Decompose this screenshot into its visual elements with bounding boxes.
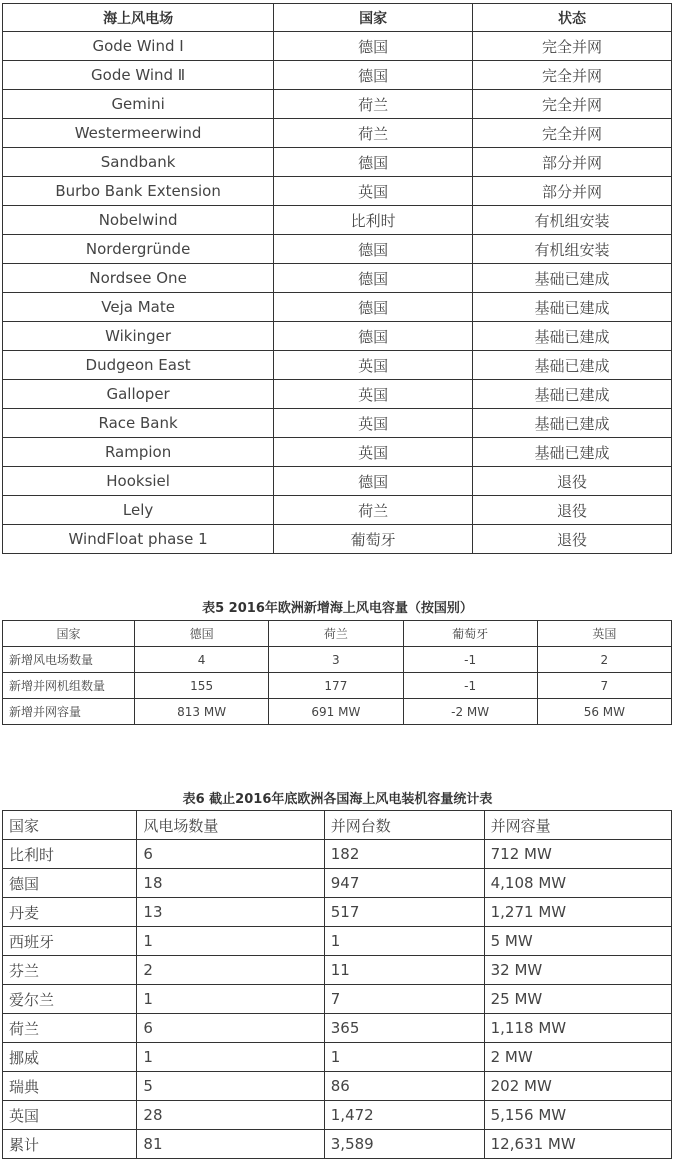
table-cell: 11 xyxy=(324,956,484,985)
table-cell: 13 xyxy=(137,898,324,927)
table-cell: 英国 xyxy=(274,438,473,467)
table-cell: 德国 xyxy=(274,61,473,90)
table-cell: 155 xyxy=(135,673,269,699)
table-cell: Nordergründe xyxy=(3,235,274,264)
table-cell: 1,118 MW xyxy=(484,1014,671,1043)
table-cell: 5 xyxy=(137,1072,324,1101)
table-row xyxy=(3,673,672,699)
table-cell: 退役 xyxy=(473,467,672,496)
table-row xyxy=(3,409,672,438)
table-cell: Rampion xyxy=(3,438,274,467)
table5-title: 表5 2016年欧洲新增海上风电容量（按国别） xyxy=(202,601,473,616)
table-cell: 813 MW xyxy=(135,699,269,725)
table-cell: 完全并网 xyxy=(473,90,672,119)
table-row xyxy=(3,840,672,869)
table-row xyxy=(3,32,672,61)
table-cell: Wikinger xyxy=(3,322,274,351)
table-cell: 基础已建成 xyxy=(473,380,672,409)
table-cell: 2 MW xyxy=(484,1043,671,1072)
table-cell: -1 xyxy=(403,673,537,699)
table-cell: 5 MW xyxy=(484,927,671,956)
table-cell: 部分并网 xyxy=(473,148,672,177)
table-cell: 英国 xyxy=(3,1101,137,1130)
table-cell: 1 xyxy=(137,1043,324,1072)
table-cell: 比利时 xyxy=(274,206,473,235)
table-row xyxy=(3,525,672,554)
wind-farm-status-table xyxy=(2,3,672,554)
table-cell: 18 xyxy=(137,869,324,898)
table-row xyxy=(3,898,672,927)
table-cell: Gode Wind Ⅱ xyxy=(3,61,274,90)
table-cell: 芬兰 xyxy=(3,956,137,985)
table-cell: 新增风电场数量 xyxy=(3,647,135,673)
table-cell: 6 xyxy=(137,1014,324,1043)
table-cell: 基础已建成 xyxy=(473,293,672,322)
column-header: 荷兰 xyxy=(269,621,403,647)
table-cell: 4,108 MW xyxy=(484,869,671,898)
column-header: 国家 xyxy=(3,621,135,647)
table-row xyxy=(3,985,672,1014)
column-header: 并网容量 xyxy=(484,811,671,840)
table-row xyxy=(3,322,672,351)
table-row xyxy=(3,235,672,264)
table-cell: 517 xyxy=(324,898,484,927)
table-cell: 英国 xyxy=(274,351,473,380)
table-row xyxy=(3,264,672,293)
table-cell: Hooksiel xyxy=(3,467,274,496)
table-cell: 177 xyxy=(269,673,403,699)
table-cell: 202 MW xyxy=(484,1072,671,1101)
table-cell: 有机组安装 xyxy=(473,235,672,264)
table-row xyxy=(3,293,672,322)
table-cell: 完全并网 xyxy=(473,119,672,148)
table-cell: 12,631 MW xyxy=(484,1130,671,1159)
table-cell: 荷兰 xyxy=(274,119,473,148)
table-cell: 葡萄牙 xyxy=(274,525,473,554)
table-cell: 荷兰 xyxy=(3,1014,137,1043)
table-cell: 1 xyxy=(137,927,324,956)
table-cell: 爱尔兰 xyxy=(3,985,137,1014)
table-row xyxy=(3,869,672,898)
column-header: 英国 xyxy=(537,621,671,647)
cumulative-capacity-2016-table xyxy=(2,810,672,1159)
table-cell: Nordsee One xyxy=(3,264,274,293)
table-row xyxy=(3,647,672,673)
column-header: 葡萄牙 xyxy=(403,621,537,647)
table-cell: 基础已建成 xyxy=(473,351,672,380)
table-cell: WindFloat phase 1 xyxy=(3,525,274,554)
table-cell: 86 xyxy=(324,1072,484,1101)
table-cell: 4 xyxy=(135,647,269,673)
table-cell: 退役 xyxy=(473,496,672,525)
table-cell: 基础已建成 xyxy=(473,409,672,438)
table-cell: 西班牙 xyxy=(3,927,137,956)
table-cell: 1,472 xyxy=(324,1101,484,1130)
table-cell: 基础已建成 xyxy=(473,438,672,467)
table-cell: 6 xyxy=(137,840,324,869)
table-row xyxy=(3,1072,672,1101)
table-row xyxy=(3,380,672,409)
table-cell: Galloper xyxy=(3,380,274,409)
table-cell: Nobelwind xyxy=(3,206,274,235)
table-cell: 德国 xyxy=(3,869,137,898)
table-cell: 瑞典 xyxy=(3,1072,137,1101)
column-header: 国家 xyxy=(3,811,137,840)
table-cell: 英国 xyxy=(274,409,473,438)
table-cell: Sandbank xyxy=(3,148,274,177)
table-row xyxy=(3,148,672,177)
table-row xyxy=(3,956,672,985)
table-row xyxy=(3,1130,672,1159)
table-cell: Dudgeon East xyxy=(3,351,274,380)
table-cell: Race Bank xyxy=(3,409,274,438)
table-cell: 2 xyxy=(537,647,671,673)
table-row xyxy=(3,61,672,90)
table-cell: 基础已建成 xyxy=(473,264,672,293)
table-cell: 3,589 xyxy=(324,1130,484,1159)
table-cell: 荷兰 xyxy=(274,496,473,525)
table-cell: Westermeerwind xyxy=(3,119,274,148)
table-row xyxy=(3,927,672,956)
table6-title: 表6 截止2016年底欧洲各国海上风电装机容量统计表 xyxy=(182,792,493,807)
table-cell: 有机组安装 xyxy=(473,206,672,235)
table-cell: 1 xyxy=(137,985,324,1014)
table-cell: 德国 xyxy=(274,293,473,322)
table-row xyxy=(3,1014,672,1043)
table-cell: 部分并网 xyxy=(473,177,672,206)
table-cell: -2 MW xyxy=(403,699,537,725)
header-status: 状态 xyxy=(473,4,672,32)
table-cell: 英国 xyxy=(274,177,473,206)
table-cell: 丹麦 xyxy=(3,898,137,927)
table-cell: Gode Wind I xyxy=(3,32,274,61)
table-cell: 3 xyxy=(269,647,403,673)
table-header-row xyxy=(3,4,672,32)
table-cell: 完全并网 xyxy=(473,61,672,90)
table-cell: 691 MW xyxy=(269,699,403,725)
table-row xyxy=(3,496,672,525)
table-cell: 947 xyxy=(324,869,484,898)
table-cell: 365 xyxy=(324,1014,484,1043)
header-wind-farm: 海上风电场 xyxy=(3,4,274,32)
table-cell: 新增并网机组数量 xyxy=(3,673,135,699)
table-cell: Lely xyxy=(3,496,274,525)
table-header-row xyxy=(3,811,672,840)
table-cell: 81 xyxy=(137,1130,324,1159)
table-cell: Burbo Bank Extension xyxy=(3,177,274,206)
table-row xyxy=(3,1101,672,1130)
table-cell: 1 xyxy=(324,927,484,956)
table-row xyxy=(3,351,672,380)
new-capacity-2016-table xyxy=(2,620,672,725)
table-cell: 5,156 MW xyxy=(484,1101,671,1130)
table-row xyxy=(3,467,672,496)
table-cell: 累计 xyxy=(3,1130,137,1159)
table-cell: 挪威 xyxy=(3,1043,137,1072)
table-cell: -1 xyxy=(403,647,537,673)
table-cell: 荷兰 xyxy=(274,90,473,119)
table-cell: 1 xyxy=(324,1043,484,1072)
table-header-row xyxy=(3,621,672,647)
table-cell: 德国 xyxy=(274,467,473,496)
table-cell: 7 xyxy=(324,985,484,1014)
table-row xyxy=(3,1043,672,1072)
column-header: 德国 xyxy=(135,621,269,647)
table-cell: 基础已建成 xyxy=(473,322,672,351)
table-row xyxy=(3,90,672,119)
table-cell: 比利时 xyxy=(3,840,137,869)
table-cell: 退役 xyxy=(473,525,672,554)
table-cell: 英国 xyxy=(274,380,473,409)
table-cell: 7 xyxy=(537,673,671,699)
table-row xyxy=(3,206,672,235)
table-row xyxy=(3,438,672,467)
table-cell: 完全并网 xyxy=(473,32,672,61)
table-cell: 德国 xyxy=(274,264,473,293)
table-cell: 德国 xyxy=(274,148,473,177)
table-cell: 32 MW xyxy=(484,956,671,985)
table-cell: 2 xyxy=(137,956,324,985)
table-cell: 1,271 MW xyxy=(484,898,671,927)
table-cell: Veja Mate xyxy=(3,293,274,322)
table-row xyxy=(3,699,672,725)
table-cell: 28 xyxy=(137,1101,324,1130)
table-cell: Gemini xyxy=(3,90,274,119)
table-cell: 56 MW xyxy=(537,699,671,725)
column-header: 并网台数 xyxy=(324,811,484,840)
table-cell: 25 MW xyxy=(484,985,671,1014)
table-cell: 德国 xyxy=(274,235,473,264)
table-cell: 新增并网容量 xyxy=(3,699,135,725)
table-cell: 德国 xyxy=(274,32,473,61)
table-cell: 德国 xyxy=(274,322,473,351)
table-cell: 182 xyxy=(324,840,484,869)
table-row xyxy=(3,177,672,206)
column-header: 风电场数量 xyxy=(137,811,324,840)
table-cell: 712 MW xyxy=(484,840,671,869)
header-country: 国家 xyxy=(274,4,473,32)
table-row xyxy=(3,119,672,148)
